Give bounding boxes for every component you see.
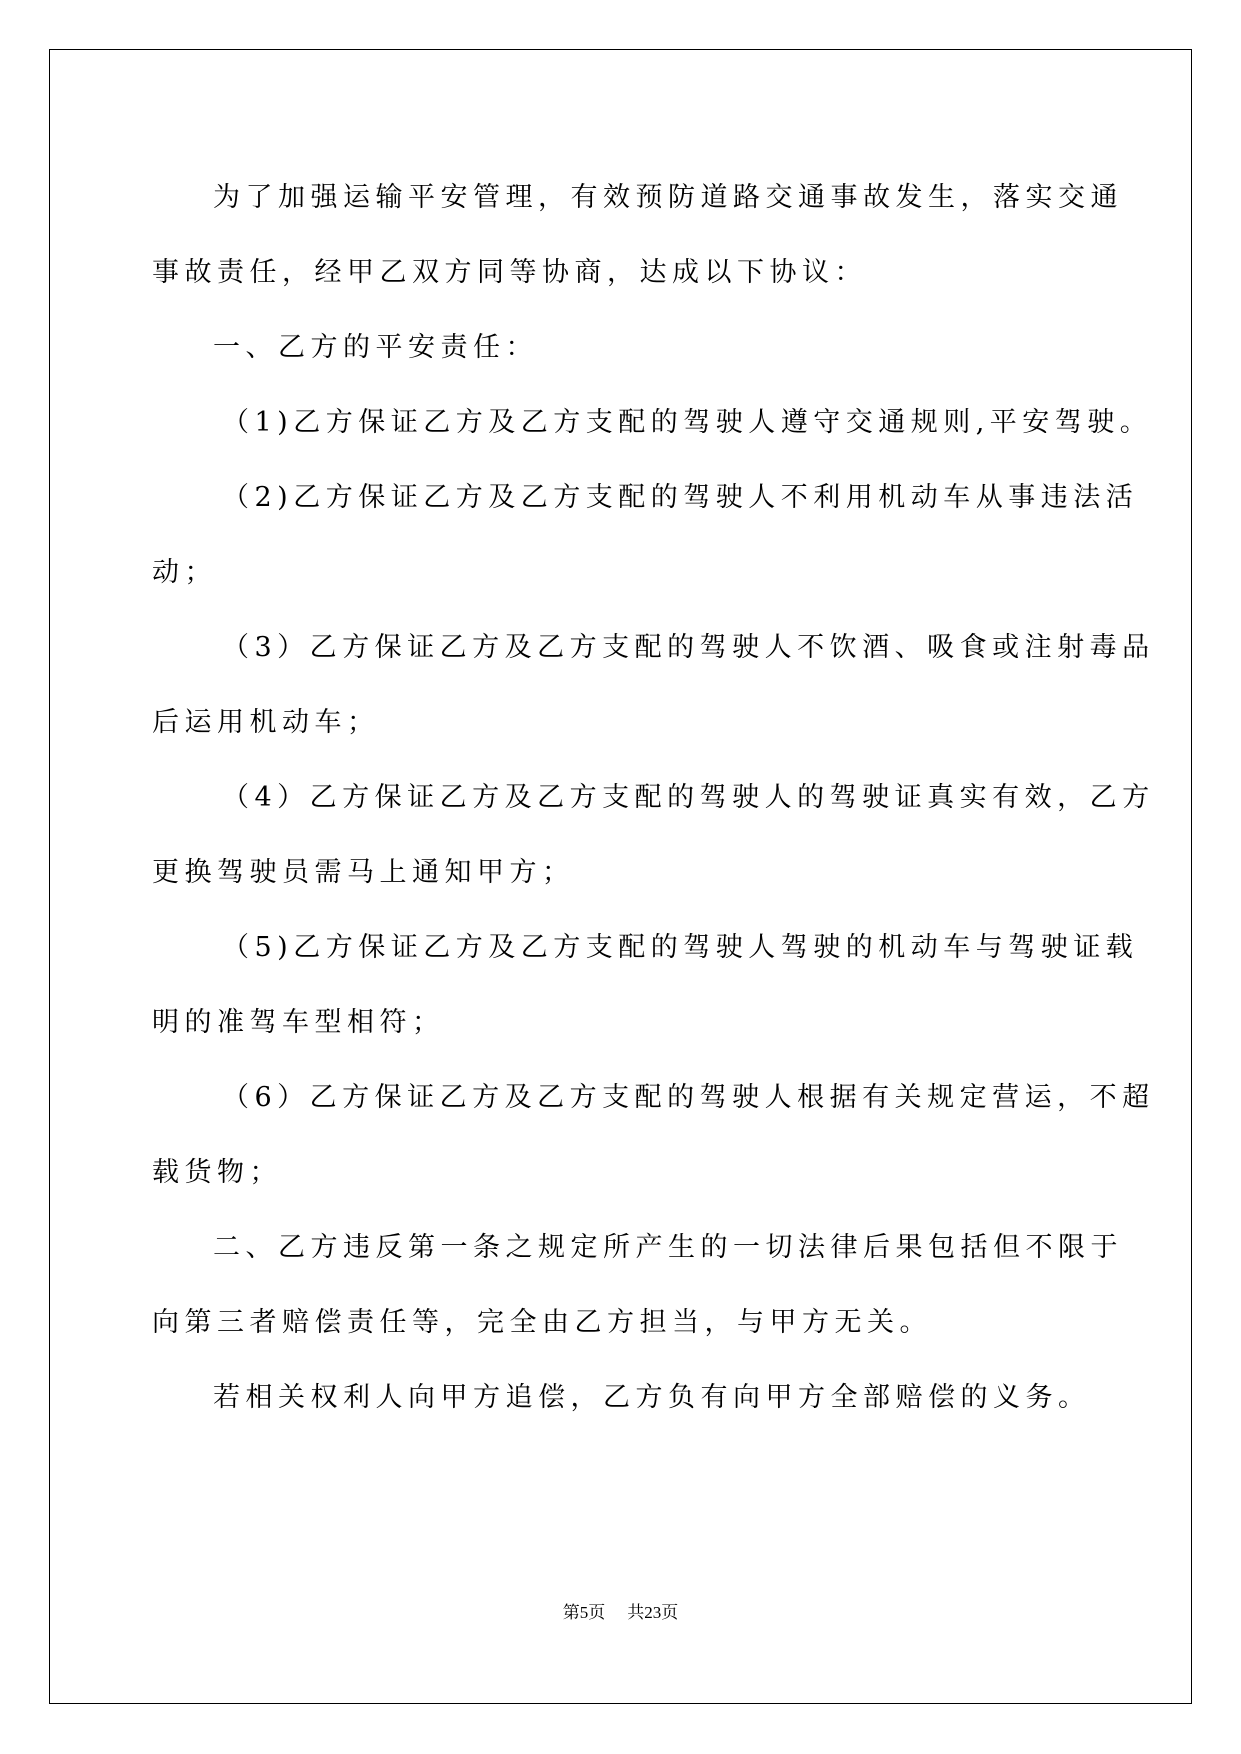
clause-item: （5)乙方保证乙方及乙方支配的驾驶人驾驶的机动车与驾驶证载 [222, 932, 1139, 963]
page-total: 共23页 [627, 1603, 679, 1622]
section-heading: 二、乙方违反第一条之规定所产生的一切法律后果包括但不限于 [213, 1232, 1123, 1263]
section-heading: 一、乙方的平安责任： [213, 332, 538, 363]
paragraph-line: 明的准驾车型相符； [152, 1007, 445, 1038]
paragraph-line: 更换驾驶员需马上通知甲方； [152, 857, 575, 888]
paragraph-line: 向第三者赔偿责任等，完全由乙方担当，与甲方无关。 [152, 1307, 932, 1338]
clause-item: （3）乙方保证乙方及乙方支配的驾驶人不饮酒、吸食或注射毒品 [222, 632, 1155, 663]
clause-item: （2)乙方保证乙方及乙方支配的驾驶人不利用机动车从事违法活 [222, 482, 1139, 513]
clause-item: （4）乙方保证乙方及乙方支配的驾驶人的驾驶证真实有效，乙方 [222, 782, 1155, 813]
paragraph-line: 为了加强运输平安管理，有效预防道路交通事故发生，落实交通 [213, 182, 1123, 213]
paragraph-line: 事故责任，经甲乙双方同等协商，达成以下协议： [152, 257, 867, 288]
page-number: 第5页 [562, 1603, 606, 1622]
paragraph-line: 载货物； [152, 1157, 282, 1188]
paragraph-line: 后运用机动车； [152, 707, 380, 738]
clause-item: （1)乙方保证乙方及乙方支配的驾驶人遵守交通规则,平安驾驶。 [222, 407, 1153, 438]
page-footer [0, 1598, 1241, 1623]
paragraph-line: 动； [152, 557, 217, 588]
clause-item: （6）乙方保证乙方及乙方支配的驾驶人根据有关规定营运，不超 [222, 1082, 1155, 1113]
paragraph-line: 若相关权利人向甲方追偿，乙方负有向甲方全部赔偿的义务。 [213, 1382, 1091, 1413]
document-body [152, 160, 1155, 1435]
